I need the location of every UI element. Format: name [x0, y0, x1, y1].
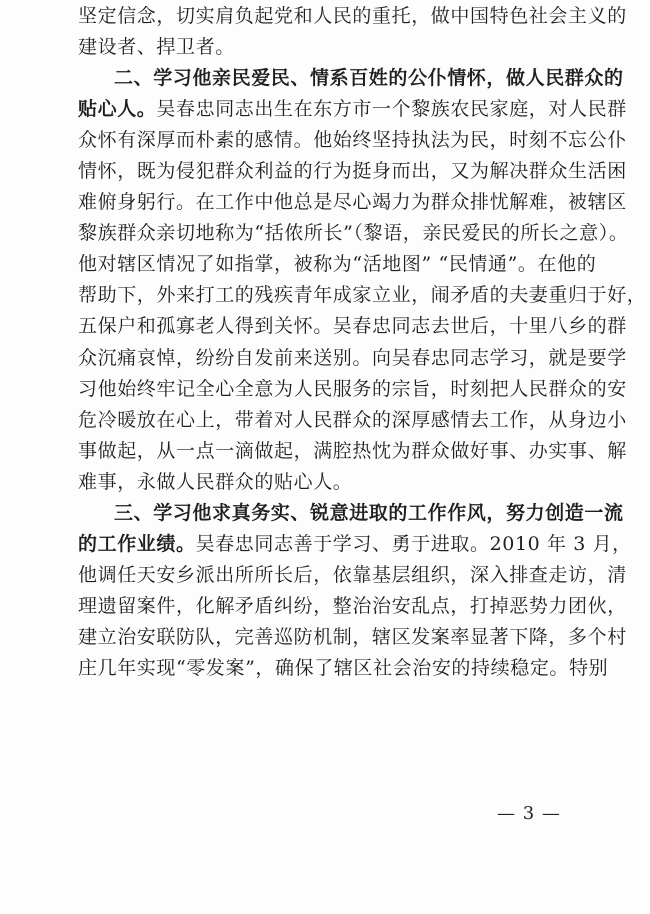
line-text: 建立治安联防队，完善巡防机制，辖区发案率显著下降，多个村: [78, 626, 627, 648]
line-text: 他调任天安乡派出所所长后，依靠基层组织，深入排查走访，清: [78, 564, 627, 586]
text-line: [78, 342, 627, 374]
text-line: [78, 0, 627, 32]
line-text: 事做起，从一点一滴做起，满腔热忱为群众做好事、办实事、解: [78, 440, 627, 462]
text-line: [78, 31, 235, 63]
text-line: [78, 621, 627, 653]
line-text: 他对辖区情况了如指掌，被称为“活地图” “民情通”。在他的: [78, 253, 597, 275]
line-text: 习他始终牢记全心全意为人民服务的宗旨，时刻把人民群众的安: [78, 378, 627, 400]
section-heading: [114, 62, 624, 94]
text-line: [78, 404, 627, 436]
line-text: 众沉痛哀悼，纷纷自发前来送别。向吴春忠同志学习，就是要学: [78, 347, 627, 369]
line-text: 吴春忠同志善于学习、勇于进取。2010 年 3 月，: [195, 533, 632, 555]
text-line: [78, 248, 596, 280]
page-number: — 3 —: [497, 803, 561, 824]
line-text: 难事，永做人民群众的贴心人。: [78, 471, 353, 493]
line-text: 危冷暖放在心上，带着对人民群众的深厚感情去工作，从身边小: [78, 409, 627, 431]
line-text: 坚定信念，切实肩负起党和人民的重托，做中国特色社会主义的: [78, 5, 627, 27]
bold-lead: 二、学习他亲民爱民、情系百姓的公仆情怀，做人民群众的: [114, 67, 624, 89]
line-text: 黎族群众亲切地称为“括侬所长”（黎语，亲民爱民的所长之意）。: [78, 222, 629, 244]
text-line: [78, 155, 627, 187]
bold-lead: 贴心人。: [78, 98, 157, 120]
line-text: 五保户和孤寡老人得到关怀。吴春忠同志去世后，十里八乡的群: [78, 315, 627, 337]
text-line: [78, 373, 627, 405]
line-text: 难俯身躬行。在工作中他总是尽心竭力为群众排忧解难，被辖区: [78, 191, 627, 213]
text-line: [78, 590, 627, 622]
line-text: 帮助下，外来打工的残疾青年成家立业，闹矛盾的夫妻重归于好，: [78, 284, 647, 306]
bold-lead: 的工作业绩。: [78, 533, 196, 555]
text-line: [78, 217, 628, 249]
line-text: 情怀，既为侵犯群众利益的行为挺身而出，又为解决群众生活困: [78, 160, 627, 182]
text-line: [78, 186, 627, 218]
text-line: [78, 124, 627, 156]
line-text: 吴春忠同志出生在东方市一个黎族农民家庭，对人民群: [156, 98, 627, 120]
text-line: [78, 528, 632, 560]
text-line: [78, 310, 627, 342]
line-text: 众怀有深厚而朴素的感情。他始终坚持执法为民，时刻不忘公仆: [78, 129, 627, 151]
line-text: 理遗留案件，化解矛盾纠纷，整治治安乱点，打掉恶势力团伙，: [78, 595, 627, 617]
text-line: [78, 435, 627, 467]
bold-lead: 三、学习他求真务实、锐意进取的工作作风，努力创造一流: [114, 502, 624, 524]
line-text: 建设者、捍卫者。: [78, 36, 235, 58]
text-line: [78, 559, 627, 591]
text-line: [78, 279, 646, 311]
section-heading: [114, 497, 624, 529]
line-text: 庄几年实现“零发案”，确保了辖区社会治安的持续稳定。特别: [78, 657, 609, 679]
text-line: [78, 466, 352, 498]
text-line: [78, 652, 608, 684]
text-line: [78, 93, 627, 125]
